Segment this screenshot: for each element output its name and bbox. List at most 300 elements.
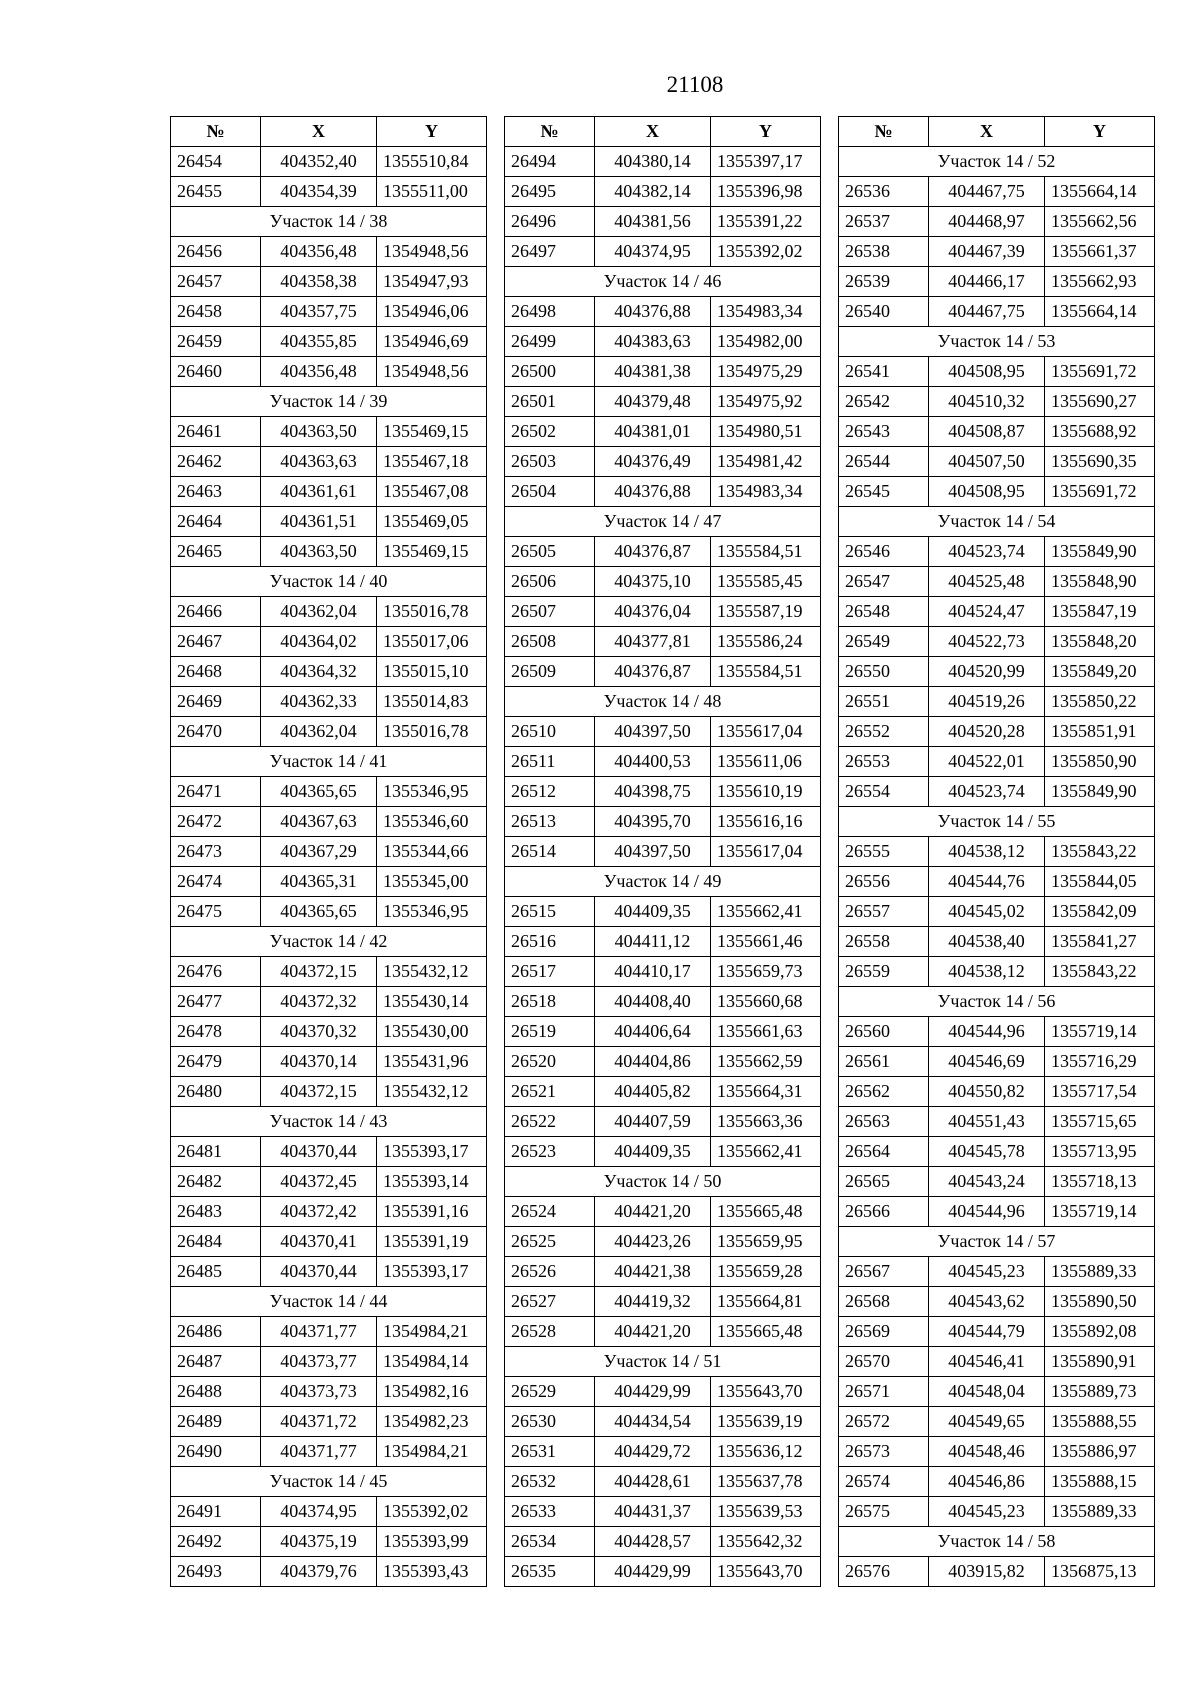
- point-number: 26479: [171, 1047, 261, 1077]
- x-coordinate: 404362,04: [261, 597, 377, 627]
- section-row: [839, 1227, 1155, 1257]
- y-coordinate: 1355511,00: [377, 177, 487, 207]
- point-number: 26499: [505, 327, 595, 357]
- point-number: 26483: [171, 1197, 261, 1227]
- table-row: [839, 837, 1155, 867]
- point-number: 26476: [171, 957, 261, 987]
- header-x: X: [595, 117, 711, 147]
- y-coordinate: 1355639,53: [711, 1497, 821, 1527]
- point-number: 26494: [505, 147, 595, 177]
- table-row: [839, 447, 1155, 477]
- table-row: [505, 1317, 821, 1347]
- header-number: №: [171, 117, 261, 147]
- point-number: 26496: [505, 207, 595, 237]
- point-number: 26525: [505, 1227, 595, 1257]
- y-coordinate: 1354983,34: [711, 477, 821, 507]
- y-coordinate: 1355849,20: [1045, 657, 1155, 687]
- point-number: 26484: [171, 1227, 261, 1257]
- y-coordinate: 1355617,04: [711, 717, 821, 747]
- point-number: 26455: [171, 177, 261, 207]
- table-row: [839, 267, 1155, 297]
- x-coordinate: 404429,99: [595, 1557, 711, 1587]
- x-coordinate: 404407,59: [595, 1107, 711, 1137]
- section-title: Участок 14 / 51: [505, 1347, 821, 1377]
- y-coordinate: 1355017,06: [377, 627, 487, 657]
- y-coordinate: 1354948,56: [377, 357, 487, 387]
- point-number: 26474: [171, 867, 261, 897]
- y-coordinate: 1355344,66: [377, 837, 487, 867]
- point-number: 26555: [839, 837, 929, 867]
- point-number: 26465: [171, 537, 261, 567]
- table-row: [171, 1167, 487, 1197]
- section-title: Участок 14 / 48: [505, 687, 821, 717]
- table-row: [839, 237, 1155, 267]
- y-coordinate: 1355690,27: [1045, 387, 1155, 417]
- x-coordinate: 404364,02: [261, 627, 377, 657]
- x-coordinate: 404508,87: [929, 417, 1045, 447]
- y-coordinate: 1355691,72: [1045, 357, 1155, 387]
- section-row: [839, 147, 1155, 177]
- y-coordinate: 1355662,41: [711, 897, 821, 927]
- point-number: 26553: [839, 747, 929, 777]
- point-number: 26509: [505, 657, 595, 687]
- x-coordinate: 404428,61: [595, 1467, 711, 1497]
- section-title: Участок 14 / 55: [839, 807, 1155, 837]
- y-coordinate: 1354982,00: [711, 327, 821, 357]
- x-coordinate: 404538,12: [929, 957, 1045, 987]
- y-coordinate: 1355611,06: [711, 747, 821, 777]
- section-title: Участок 14 / 39: [171, 387, 487, 417]
- section-title: Участок 14 / 41: [171, 747, 487, 777]
- y-coordinate: 1355850,22: [1045, 687, 1155, 717]
- section-row: [839, 807, 1155, 837]
- section-title: Участок 14 / 42: [171, 927, 487, 957]
- point-number: 26538: [839, 237, 929, 267]
- y-coordinate: 1355890,50: [1045, 1287, 1155, 1317]
- point-number: 26551: [839, 687, 929, 717]
- point-number: 26545: [839, 477, 929, 507]
- point-number: 26457: [171, 267, 261, 297]
- y-coordinate: 1355584,51: [711, 537, 821, 567]
- point-number: 26547: [839, 567, 929, 597]
- table-row: [505, 327, 821, 357]
- y-coordinate: 1355661,63: [711, 1017, 821, 1047]
- point-number: 26529: [505, 1377, 595, 1407]
- y-coordinate: 1354948,56: [377, 237, 487, 267]
- table-row: [171, 177, 487, 207]
- x-coordinate: 404362,04: [261, 717, 377, 747]
- table-row: [505, 447, 821, 477]
- point-number: 26504: [505, 477, 595, 507]
- y-coordinate: 1355391,19: [377, 1227, 487, 1257]
- y-coordinate: 1355663,36: [711, 1107, 821, 1137]
- x-coordinate: 404428,57: [595, 1527, 711, 1557]
- x-coordinate: 404371,77: [261, 1437, 377, 1467]
- y-coordinate: 1355889,73: [1045, 1377, 1155, 1407]
- point-number: 26514: [505, 837, 595, 867]
- y-coordinate: 1355688,92: [1045, 417, 1155, 447]
- y-coordinate: 1354984,14: [377, 1347, 487, 1377]
- y-coordinate: 1355585,45: [711, 567, 821, 597]
- table-row: [171, 267, 487, 297]
- x-coordinate: 404376,88: [595, 477, 711, 507]
- x-coordinate: 404361,51: [261, 507, 377, 537]
- x-coordinate: 404376,49: [595, 447, 711, 477]
- x-coordinate: 404404,86: [595, 1047, 711, 1077]
- y-coordinate: 1355889,33: [1045, 1497, 1155, 1527]
- x-coordinate: 404372,42: [261, 1197, 377, 1227]
- y-coordinate: 1355467,18: [377, 447, 487, 477]
- section-title: Участок 14 / 50: [505, 1167, 821, 1197]
- x-coordinate: 404380,14: [595, 147, 711, 177]
- table-row: [839, 1077, 1155, 1107]
- point-number: 26576: [839, 1557, 929, 1587]
- point-number: 26523: [505, 1137, 595, 1167]
- point-number: 26503: [505, 447, 595, 477]
- y-coordinate: 1355665,48: [711, 1317, 821, 1347]
- x-coordinate: 404376,04: [595, 597, 711, 627]
- x-coordinate: 404377,81: [595, 627, 711, 657]
- point-number: 26464: [171, 507, 261, 537]
- x-coordinate: 404367,29: [261, 837, 377, 867]
- y-coordinate: 1355664,81: [711, 1287, 821, 1317]
- point-number: 26498: [505, 297, 595, 327]
- table-row: [171, 777, 487, 807]
- x-coordinate: 404362,33: [261, 687, 377, 717]
- x-coordinate: 404356,48: [261, 237, 377, 267]
- point-number: 26563: [839, 1107, 929, 1137]
- table-header-row: [171, 117, 487, 147]
- table-header-row: [839, 117, 1155, 147]
- table-row: [505, 1227, 821, 1257]
- table-row: [839, 1017, 1155, 1047]
- section-title: Участок 14 / 53: [839, 327, 1155, 357]
- y-coordinate: 1355469,15: [377, 417, 487, 447]
- point-number: 26550: [839, 657, 929, 687]
- x-coordinate: 404520,28: [929, 717, 1045, 747]
- table-row: [839, 1047, 1155, 1077]
- x-coordinate: 404421,20: [595, 1197, 711, 1227]
- x-coordinate: 404467,75: [929, 297, 1045, 327]
- x-coordinate: 404411,12: [595, 927, 711, 957]
- point-number: 26562: [839, 1077, 929, 1107]
- point-number: 26568: [839, 1287, 929, 1317]
- table-row: [171, 1527, 487, 1557]
- point-number: 26531: [505, 1437, 595, 1467]
- y-coordinate: 1355643,70: [711, 1377, 821, 1407]
- section-row: [505, 687, 821, 717]
- y-coordinate: 1355432,12: [377, 1077, 487, 1107]
- point-number: 26456: [171, 237, 261, 267]
- point-number: 26462: [171, 447, 261, 477]
- table-row: [171, 147, 487, 177]
- x-coordinate: 404363,63: [261, 447, 377, 477]
- x-coordinate: 404375,10: [595, 567, 711, 597]
- table-row: [171, 1227, 487, 1257]
- section-title: Участок 14 / 44: [171, 1287, 487, 1317]
- y-coordinate: 1355662,41: [711, 1137, 821, 1167]
- x-coordinate: 403915,82: [929, 1557, 1045, 1587]
- table-row: [505, 1407, 821, 1437]
- x-coordinate: 404365,65: [261, 777, 377, 807]
- coordinates-table-3: [838, 116, 1155, 1587]
- table-row: [839, 1317, 1155, 1347]
- y-coordinate: 1355690,35: [1045, 447, 1155, 477]
- y-coordinate: 1355851,91: [1045, 717, 1155, 747]
- point-number: 26487: [171, 1347, 261, 1377]
- point-number: 26468: [171, 657, 261, 687]
- y-coordinate: 1355639,19: [711, 1407, 821, 1437]
- y-coordinate: 1355660,68: [711, 987, 821, 1017]
- table-row: [505, 357, 821, 387]
- point-number: 26559: [839, 957, 929, 987]
- section-row: [505, 267, 821, 297]
- y-coordinate: 1355847,19: [1045, 597, 1155, 627]
- y-coordinate: 1355393,17: [377, 1257, 487, 1287]
- x-coordinate: 404406,64: [595, 1017, 711, 1047]
- point-number: 26536: [839, 177, 929, 207]
- table-row: [839, 1167, 1155, 1197]
- x-coordinate: 404508,95: [929, 357, 1045, 387]
- x-coordinate: 404546,86: [929, 1467, 1045, 1497]
- y-coordinate: 1355843,22: [1045, 837, 1155, 867]
- point-number: 26540: [839, 297, 929, 327]
- y-coordinate: 1355849,90: [1045, 777, 1155, 807]
- table-row: [505, 837, 821, 867]
- x-coordinate: 404421,38: [595, 1257, 711, 1287]
- point-number: 26521: [505, 1077, 595, 1107]
- point-number: 26565: [839, 1167, 929, 1197]
- point-number: 26519: [505, 1017, 595, 1047]
- table-row: [839, 1107, 1155, 1137]
- point-number: 26460: [171, 357, 261, 387]
- y-coordinate: 1355717,54: [1045, 1077, 1155, 1107]
- table-row: [839, 1257, 1155, 1287]
- x-coordinate: 404544,96: [929, 1017, 1045, 1047]
- point-number: 26517: [505, 957, 595, 987]
- y-coordinate: 1355393,43: [377, 1557, 487, 1587]
- table-row: [839, 777, 1155, 807]
- y-coordinate: 1355430,14: [377, 987, 487, 1017]
- point-number: 26454: [171, 147, 261, 177]
- section-title: Участок 14 / 46: [505, 267, 821, 297]
- table-row: [171, 687, 487, 717]
- x-coordinate: 404354,39: [261, 177, 377, 207]
- point-number: 26541: [839, 357, 929, 387]
- y-coordinate: 1355718,13: [1045, 1167, 1155, 1197]
- point-number: 26544: [839, 447, 929, 477]
- y-coordinate: 1355843,22: [1045, 957, 1155, 987]
- y-coordinate: 1355586,24: [711, 627, 821, 657]
- point-number: 26489: [171, 1407, 261, 1437]
- table-row: [839, 1197, 1155, 1227]
- table-row: [171, 1557, 487, 1587]
- point-number: 26478: [171, 1017, 261, 1047]
- y-coordinate: 1355469,05: [377, 507, 487, 537]
- x-coordinate: 404423,26: [595, 1227, 711, 1257]
- x-coordinate: 404431,37: [595, 1497, 711, 1527]
- point-number: 26573: [839, 1437, 929, 1467]
- table-row: [171, 327, 487, 357]
- coordinates-table-1: [170, 116, 487, 1587]
- x-coordinate: 404544,96: [929, 1197, 1045, 1227]
- x-coordinate: 404546,69: [929, 1047, 1045, 1077]
- table-row: [505, 747, 821, 777]
- table-row: [505, 477, 821, 507]
- x-coordinate: 404381,56: [595, 207, 711, 237]
- table-row: [505, 627, 821, 657]
- y-coordinate: 1355844,05: [1045, 867, 1155, 897]
- y-coordinate: 1355616,16: [711, 807, 821, 837]
- y-coordinate: 1355842,09: [1045, 897, 1155, 927]
- point-number: 26548: [839, 597, 929, 627]
- y-coordinate: 1355848,20: [1045, 627, 1155, 657]
- table-row: [505, 1077, 821, 1107]
- point-number: 26458: [171, 297, 261, 327]
- x-coordinate: 404538,12: [929, 837, 1045, 867]
- table-row: [505, 1137, 821, 1167]
- section-title: Участок 14 / 43: [171, 1107, 487, 1137]
- y-coordinate: 1355719,14: [1045, 1017, 1155, 1047]
- y-coordinate: 1355584,51: [711, 657, 821, 687]
- x-coordinate: 404355,85: [261, 327, 377, 357]
- table-row: [839, 567, 1155, 597]
- section-title: Участок 14 / 49: [505, 867, 821, 897]
- point-number: 26574: [839, 1467, 929, 1497]
- y-coordinate: 1355397,17: [711, 147, 821, 177]
- x-coordinate: 404467,75: [929, 177, 1045, 207]
- point-number: 26570: [839, 1347, 929, 1377]
- section-title: Участок 14 / 45: [171, 1467, 487, 1497]
- point-number: 26571: [839, 1377, 929, 1407]
- table-row: [505, 1377, 821, 1407]
- point-number: 26490: [171, 1437, 261, 1467]
- point-number: 26491: [171, 1497, 261, 1527]
- section-row: [839, 327, 1155, 357]
- x-coordinate: 404410,17: [595, 957, 711, 987]
- x-coordinate: 404522,73: [929, 627, 1045, 657]
- table-row: [839, 1407, 1155, 1437]
- y-coordinate: 1355661,46: [711, 927, 821, 957]
- table-row: [505, 657, 821, 687]
- x-coordinate: 404361,61: [261, 477, 377, 507]
- point-number: 26530: [505, 1407, 595, 1437]
- x-coordinate: 404467,39: [929, 237, 1045, 267]
- section-title: Участок 14 / 56: [839, 987, 1155, 1017]
- table-row: [171, 237, 487, 267]
- point-number: 26512: [505, 777, 595, 807]
- point-number: 26497: [505, 237, 595, 267]
- section-row: [171, 567, 487, 597]
- y-coordinate: 1355015,10: [377, 657, 487, 687]
- x-coordinate: 404421,20: [595, 1317, 711, 1347]
- point-number: 26552: [839, 717, 929, 747]
- table-row: [171, 1137, 487, 1167]
- point-number: 26535: [505, 1557, 595, 1587]
- table-row: [839, 387, 1155, 417]
- section-title: Участок 14 / 40: [171, 567, 487, 597]
- y-coordinate: 1355849,90: [1045, 537, 1155, 567]
- x-coordinate: 404352,40: [261, 147, 377, 177]
- point-number: 26482: [171, 1167, 261, 1197]
- x-coordinate: 404358,38: [261, 267, 377, 297]
- y-coordinate: 1355610,19: [711, 777, 821, 807]
- point-number: 26543: [839, 417, 929, 447]
- y-coordinate: 1355396,98: [711, 177, 821, 207]
- y-coordinate: 1355664,14: [1045, 297, 1155, 327]
- point-number: 26520: [505, 1047, 595, 1077]
- table-row: [839, 207, 1155, 237]
- point-number: 26473: [171, 837, 261, 867]
- y-coordinate: 1355393,99: [377, 1527, 487, 1557]
- y-coordinate: 1355469,15: [377, 537, 487, 567]
- table-row: [505, 897, 821, 927]
- header-x: X: [261, 117, 377, 147]
- table-row: [171, 1077, 487, 1107]
- table-row: [839, 747, 1155, 777]
- section-title: Участок 14 / 38: [171, 207, 487, 237]
- table-row: [839, 1347, 1155, 1377]
- x-coordinate: 404550,82: [929, 1077, 1045, 1107]
- x-coordinate: 404381,38: [595, 357, 711, 387]
- table-row: [505, 957, 821, 987]
- table-row: [505, 1467, 821, 1497]
- table-row: [171, 1347, 487, 1377]
- point-number: 26554: [839, 777, 929, 807]
- x-coordinate: 404367,63: [261, 807, 377, 837]
- x-coordinate: 404376,87: [595, 657, 711, 687]
- x-coordinate: 404371,72: [261, 1407, 377, 1437]
- x-coordinate: 404520,99: [929, 657, 1045, 687]
- x-coordinate: 404375,19: [261, 1527, 377, 1557]
- table-row: [171, 1017, 487, 1047]
- y-coordinate: 1355716,29: [1045, 1047, 1155, 1077]
- point-number: 26467: [171, 627, 261, 657]
- y-coordinate: 1354975,29: [711, 357, 821, 387]
- x-coordinate: 404382,14: [595, 177, 711, 207]
- x-coordinate: 404508,95: [929, 477, 1045, 507]
- x-coordinate: 404543,62: [929, 1287, 1045, 1317]
- table-row: [839, 1437, 1155, 1467]
- point-number: 26508: [505, 627, 595, 657]
- table-row: [171, 507, 487, 537]
- y-coordinate: 1355661,37: [1045, 237, 1155, 267]
- y-coordinate: 1354982,16: [377, 1377, 487, 1407]
- y-coordinate: 1355890,91: [1045, 1347, 1155, 1377]
- point-number: 26561: [839, 1047, 929, 1077]
- y-coordinate: 1355432,12: [377, 957, 487, 987]
- x-coordinate: 404363,50: [261, 417, 377, 447]
- y-coordinate: 1355664,14: [1045, 177, 1155, 207]
- table-row: [505, 1017, 821, 1047]
- table-row: [171, 837, 487, 867]
- table-row: [839, 1557, 1155, 1587]
- x-coordinate: 404548,04: [929, 1377, 1045, 1407]
- y-coordinate: 1355393,17: [377, 1137, 487, 1167]
- x-coordinate: 404397,50: [595, 717, 711, 747]
- point-number: 26528: [505, 1317, 595, 1347]
- point-number: 26572: [839, 1407, 929, 1437]
- point-number: 26575: [839, 1497, 929, 1527]
- table-row: [505, 567, 821, 597]
- section-row: [505, 867, 821, 897]
- x-coordinate: 404523,74: [929, 537, 1045, 567]
- x-coordinate: 404409,35: [595, 1137, 711, 1167]
- table-row: [505, 1257, 821, 1287]
- x-coordinate: 404372,45: [261, 1167, 377, 1197]
- section-row: [171, 207, 487, 237]
- section-row: [171, 747, 487, 777]
